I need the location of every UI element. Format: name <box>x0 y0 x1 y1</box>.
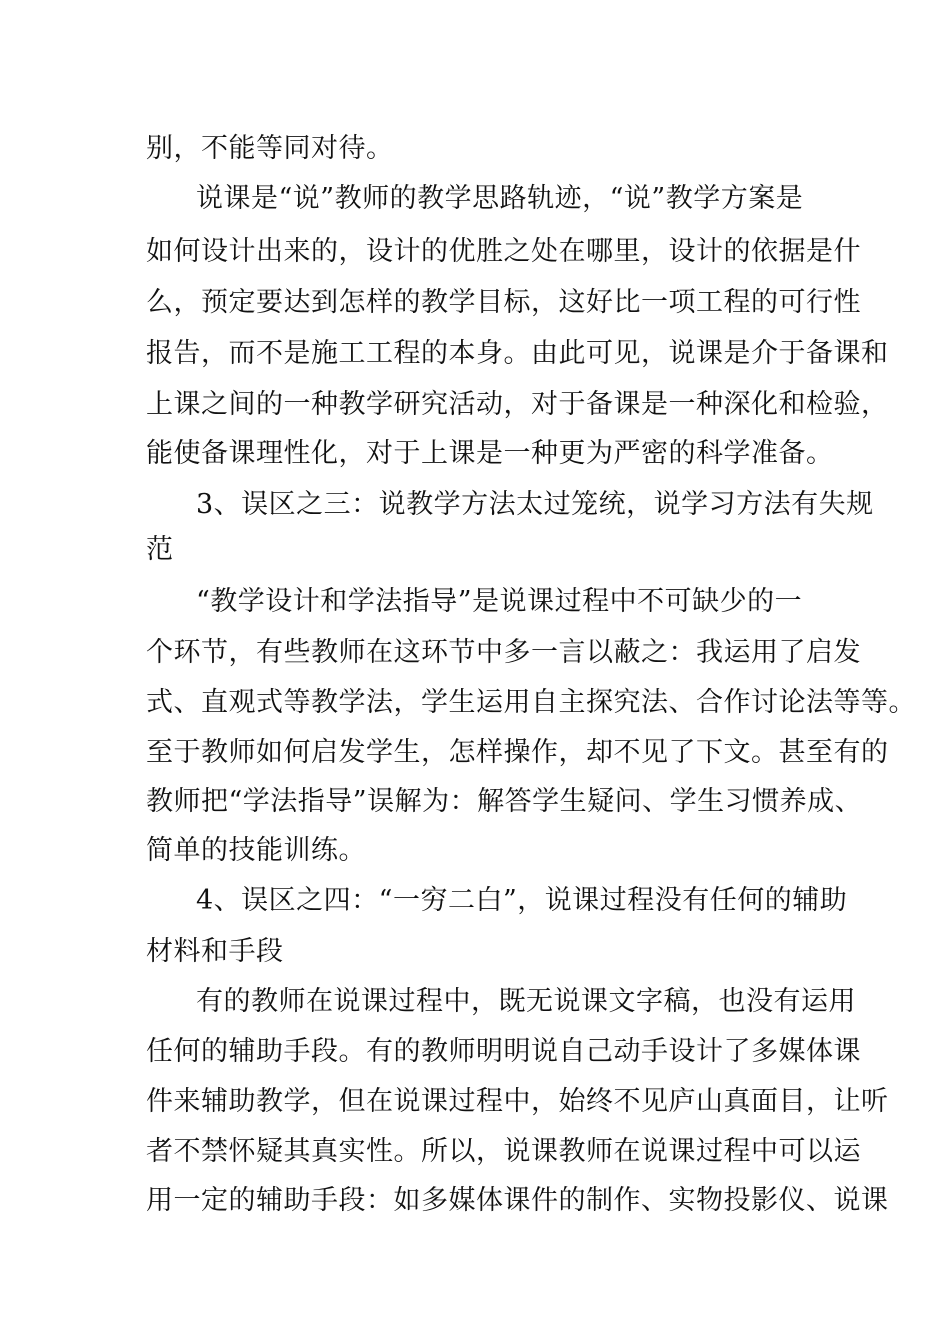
text-line: 有的教师在说课过程中，既无说课文字稿，也没有运用 <box>196 986 856 1017</box>
text-line: 至于教师如何启发学生，怎样操作，却不见了下文。甚至有的 <box>146 737 889 768</box>
text-line: 3、误区之三：说教学方法太过笼统，说学习方法有失规 <box>196 489 874 520</box>
text-line: 么，预定要达到怎样的教学目标，这好比一项工程的可行性 <box>146 287 861 318</box>
text-line: 者不禁怀疑其真实性。所以，说课教师在说课过程中可以运 <box>146 1136 861 1167</box>
text-line: 任何的辅助手段。有的教师明明说自己动手设计了多媒体课 <box>146 1036 861 1067</box>
text-line: 能使备课理性化，对于上课是一种更为严密的科学准备。 <box>146 438 834 469</box>
text-line: 上课之间的一种教学研究活动，对于备课是一种深化和检验， <box>146 389 889 420</box>
text-line: 别，不能等同对待。 <box>146 133 394 164</box>
text-line: 材料和手段 <box>146 936 284 967</box>
text-line: 简单的技能训练。 <box>146 835 366 866</box>
text-line: 如何设计出来的，设计的优胜之处在哪里，设计的依据是什 <box>146 236 861 267</box>
text-line: 用一定的辅助手段：如多媒体课件的制作、实物投影仪、说课 <box>146 1185 889 1216</box>
text-line: 教师把“学法指导”误解为：解答学生疑问、学生习惯养成、 <box>146 786 863 817</box>
text-line: 个环节，有些教师在这环节中多一言以蔽之：我运用了启发 <box>146 637 861 668</box>
text-line: 4、误区之四：“一穷二白”，说课过程没有任何的辅助 <box>196 885 848 916</box>
text-line: 说课是“说”教师的教学思路轨迹，“说”教学方案是 <box>196 183 804 214</box>
text-line: 范 <box>146 534 174 565</box>
text-line: 报告，而不是施工工程的本身。由此可见，说课是介于备课和 <box>146 338 889 369</box>
text-line: 件来辅助教学，但在说课过程中，始终不见庐山真面目，让听 <box>146 1086 889 1117</box>
text-line: “教学设计和学法指导”是说课过程中不可缺少的一 <box>196 586 803 617</box>
text-line: 式、直观式等教学法，学生运用自主探究法、合作讨论法等等。 <box>146 687 916 718</box>
